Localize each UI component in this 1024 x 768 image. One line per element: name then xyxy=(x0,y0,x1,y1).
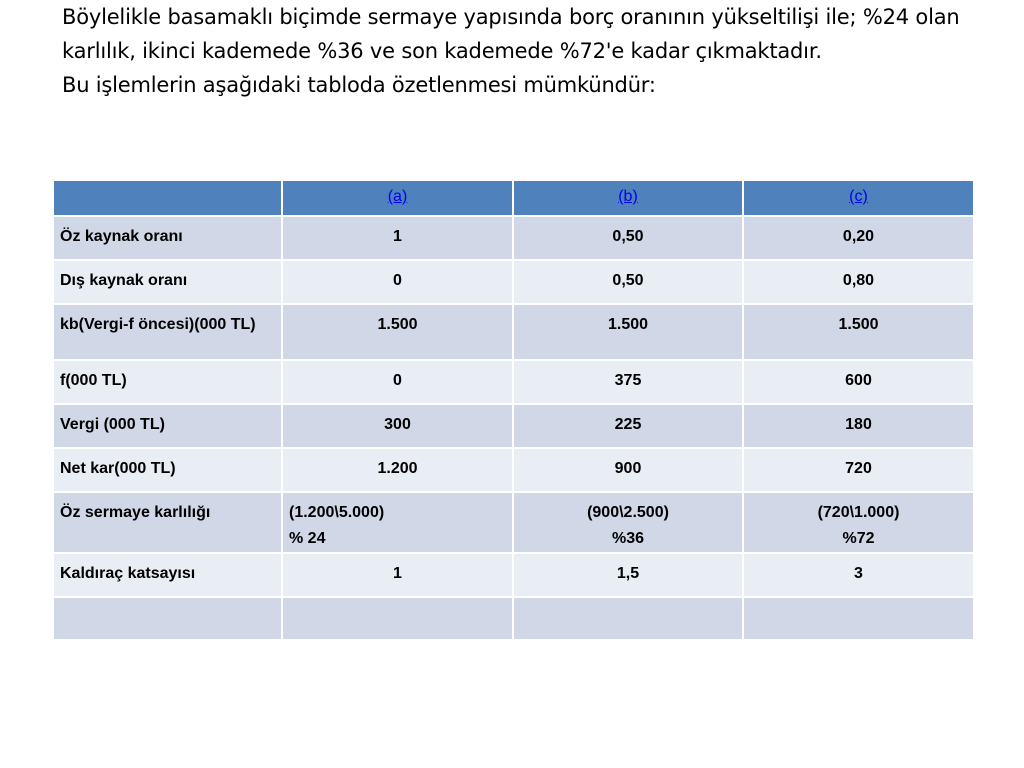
table-header-row xyxy=(53,180,974,216)
row-label: kb(Vergi-f öncesi)(000 TL) xyxy=(53,304,282,360)
cell-b xyxy=(513,597,743,640)
header-cell-c xyxy=(743,180,974,216)
cell-c: 600 xyxy=(743,360,974,404)
cell-c: 0,20 xyxy=(743,216,974,260)
row-label: Kaldıraç katsayısı xyxy=(53,553,282,597)
cell-b: 225 xyxy=(513,404,743,448)
cell-b: 375 xyxy=(513,360,743,404)
cell-a: 0 xyxy=(282,260,513,304)
cell-a-result: % 24 xyxy=(289,530,326,547)
cell-c: 0,80 xyxy=(743,260,974,304)
cell-a: 1 xyxy=(282,216,513,260)
header-cell-b xyxy=(513,180,743,216)
cell-a: 0 xyxy=(282,360,513,404)
cell-a xyxy=(282,492,513,553)
cell-a: 1.500 xyxy=(282,304,513,360)
header-cell-a xyxy=(282,180,513,216)
intro-paragraph-2: Bu işlemlerin aşağıdaki tabloda özetlenmesi mümkündür: xyxy=(62,73,656,97)
row-label: Öz kaynak oranı xyxy=(53,216,282,260)
row-label: Dış kaynak oranı xyxy=(53,260,282,304)
cell-c xyxy=(743,492,974,553)
row-label xyxy=(53,597,282,640)
cell-a: 1.200 xyxy=(282,448,513,492)
intro-text xyxy=(62,0,1002,102)
cell-b-formula: (900\2.500) xyxy=(587,504,669,521)
table-row xyxy=(53,304,974,360)
cell-c: 1.500 xyxy=(743,304,974,360)
row-label: Vergi (000 TL) xyxy=(53,404,282,448)
table-row xyxy=(53,360,974,404)
cell-b: 0,50 xyxy=(513,260,743,304)
table-row xyxy=(53,553,974,597)
row-label: Net kar(000 TL) xyxy=(53,448,282,492)
cell-c-result: %72 xyxy=(842,530,875,547)
header-empty-cell xyxy=(53,180,282,216)
table-row xyxy=(53,216,974,260)
cell-c-formula: (720\1.000) xyxy=(817,504,900,521)
table-row xyxy=(53,448,974,492)
cell-c: 180 xyxy=(743,404,974,448)
table-row-empty xyxy=(53,597,974,640)
row-label: Öz sermaye karlılığı xyxy=(53,492,282,553)
row-label: f(000 TL) xyxy=(53,360,282,404)
table-row xyxy=(53,404,974,448)
cell-c: 3 xyxy=(743,553,974,597)
cell-c xyxy=(743,597,974,640)
cell-b: 1.500 xyxy=(513,304,743,360)
cell-b: 0,50 xyxy=(513,216,743,260)
table-row xyxy=(53,260,974,304)
summary-table xyxy=(52,179,975,641)
cell-a xyxy=(282,597,513,640)
intro-paragraph-1: Böylelikle basamaklı biçimde sermaye yapısında borç oranının yükseltilişi ile; %24 olan karlılık, ikinci kademede %36 ve son kademede %72'e kadar çıkmaktadır. xyxy=(62,5,960,63)
header-link-a[interactable]: (a) xyxy=(387,188,408,205)
cell-a: 300 xyxy=(282,404,513,448)
cell-b: 1,5 xyxy=(513,553,743,597)
cell-b xyxy=(513,492,743,553)
cell-c: 720 xyxy=(743,448,974,492)
table-row xyxy=(53,492,974,553)
header-link-b[interactable]: (b) xyxy=(618,188,638,205)
cell-b-result: %36 xyxy=(611,530,645,547)
cell-b: 900 xyxy=(513,448,743,492)
cell-a-formula: (1.200\5.000) xyxy=(289,504,385,521)
header-link-c[interactable]: (c) xyxy=(849,188,868,205)
cell-a: 1 xyxy=(282,553,513,597)
